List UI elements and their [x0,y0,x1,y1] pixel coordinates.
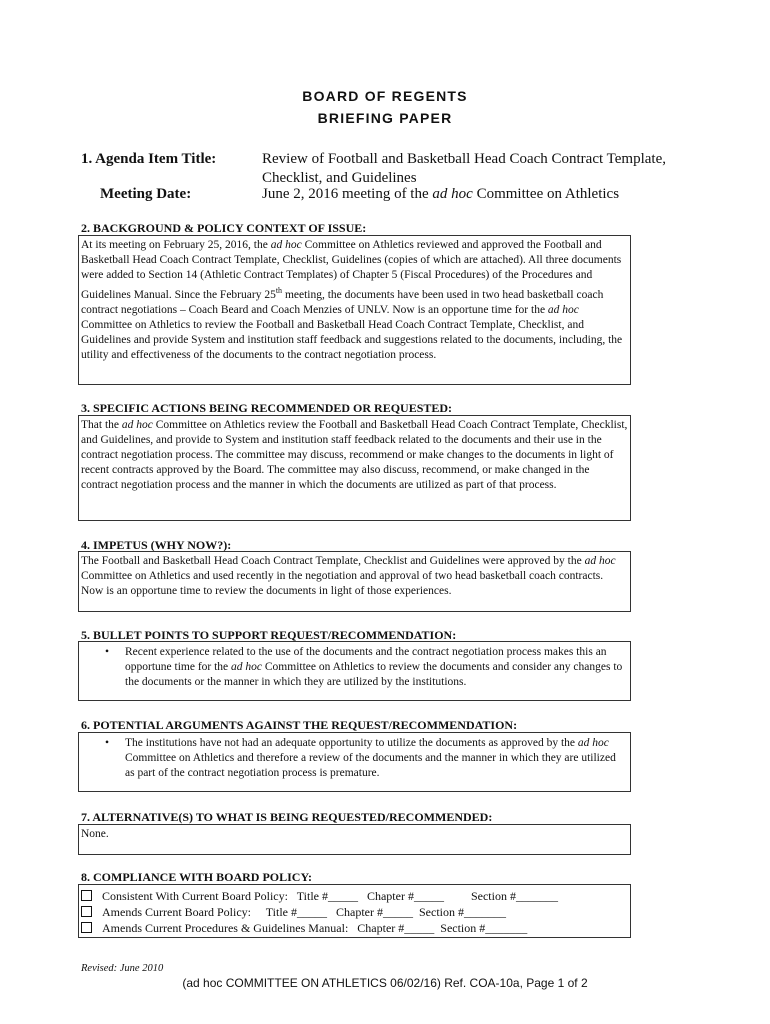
meeting-date-value: June 2, 2016 meeting of the ad hoc Committee on Athletics [262,186,620,202]
section-5-box [78,641,631,701]
agenda-item-title-label: 1. Agenda Item Title: [81,151,217,167]
section-5-bullet: • Recent experience related to the use of the documents and the contract negotiation process makes this an opportune time for the ad hoc Committee on Athletics to review the documents and consider any changes to the documents or the manner in which they are utilized by the institutions. [105,646,623,688]
section-2-title: 2. BACKGROUND & POLICY CONTEXT OF ISSUE: [81,221,367,235]
section-7-text: None. [81,828,109,840]
section-7-box [78,824,631,855]
section-6-bullet: • The institutions have not had an adequate opportunity to utilize the documents as approved by the ad hoc Committee on Athletics and therefore a review of the documents and the manner in which they are utilized as part of the contract negotiation process is premature. [105,737,616,779]
section-7-title: 7. ALTERNATIVE(S) TO WHAT IS BEING REQUESTED/RECOMMENDED: [81,810,493,824]
section-2-box [78,235,631,385]
agenda-title-line1: Review of Football and Basketball Head Coach Contract Template, [262,151,666,167]
document-title-line1: BOARD OF REGENTS [302,88,468,104]
checkbox-icon[interactable] [81,922,92,933]
section-8-box [78,884,631,938]
section-5-title: 5. BULLET POINTS TO SUPPORT REQUEST/RECOMMENDATION: [81,628,457,642]
section-6-box [78,732,631,792]
bullet-icon: • [105,646,110,658]
section-4-box [78,551,631,612]
page-footer-reference: (ad hoc COMMITTEE ON ATHLETICS 06/02/16) Ref. COA-10a, Page 1 of 2 [182,976,588,990]
checkbox-icon[interactable] [81,890,92,901]
section-3-title: 3. SPECIFIC ACTIONS BEING RECOMMENDED OR REQUESTED: [81,401,453,415]
agenda-item-title-value [262,150,666,188]
meeting-date-label: Meeting Date: [100,186,192,202]
checkbox-icon[interactable] [81,906,92,917]
section-4-text: The Football and Basketball Head Coach Contract Template, Checklist and Guidelines were approved by the ad hoc Committee on Athletics and used recently in the negotiation and approval of two head basketball coach contracts. Now is an opportune time to review the documents in light of those experiences. [81,555,616,597]
agenda-title-line2: Checklist, and Guidelines [262,170,417,186]
bullet-icon: • [105,737,110,749]
revised-date: Revised: June 2010 [81,963,164,974]
section-3-text: That the ad hoc Committee on Athletics review the Football and Basketball Head Coach Contract Template, Checklist, and Guidelines, and provide to System and institution staff feedback related to the documents and their use in the contract negotiation process. The committee may discuss, recommend or make changes to the documents in light of recent contracts approved by the Board. The committee may also discuss, recommend, or make changed in the contract negotiation process and the manner in which the documents are utilized as part of that process. [81,419,628,491]
compliance-consistent-option[interactable]: Consistent With Current Board Policy: Title #_____ Chapter #_____ Section #_______ [79,888,630,904]
compliance-amends-policy-option[interactable]: Amends Current Board Policy: Title #_____ Chapter #_____ Section #_______ [79,904,630,920]
section-2-text: At its meeting on February 25, 2016, the ad hoc Committee on Athletics reviewed and approved the Football and Basketball Head Coach Contract Template, Checklist, Guidelines (copies of which are attached). All three documents were added to Section 14 (Athletic Contract Templates) of Chapter 5 (Fiscal Procedures) of the Procedures and Guidelines Manual. Since the February 25th meeting, the documents have been used in two head basketball coach contract negotiations – Coach Beard and Coach Menzies of UNLV. Now is an opportune time for the ad hoc Committee on Athletics to review the Football and Basketball Head Coach Contract Template, Checklist, and Guidelines and provide System and institution staff feedback and suggestions related to the documents, including, the utility and effectiveness of the documents to the contract negotiation process. [81,239,623,361]
compliance-amends-manual-option[interactable]: Amends Current Procedures & Guidelines Manual: Chapter #_____ Section #_______ [79,920,630,936]
section-6-title: 6. POTENTIAL ARGUMENTS AGAINST THE REQUEST/RECOMMENDATION: [81,718,518,732]
section-4-title: 4. IMPETUS (WHY NOW?): [81,538,232,552]
document-title-line2: BRIEFING PAPER [317,110,453,126]
section-8-title: 8. COMPLIANCE WITH BOARD POLICY: [81,870,313,884]
section-3-box [78,415,631,521]
